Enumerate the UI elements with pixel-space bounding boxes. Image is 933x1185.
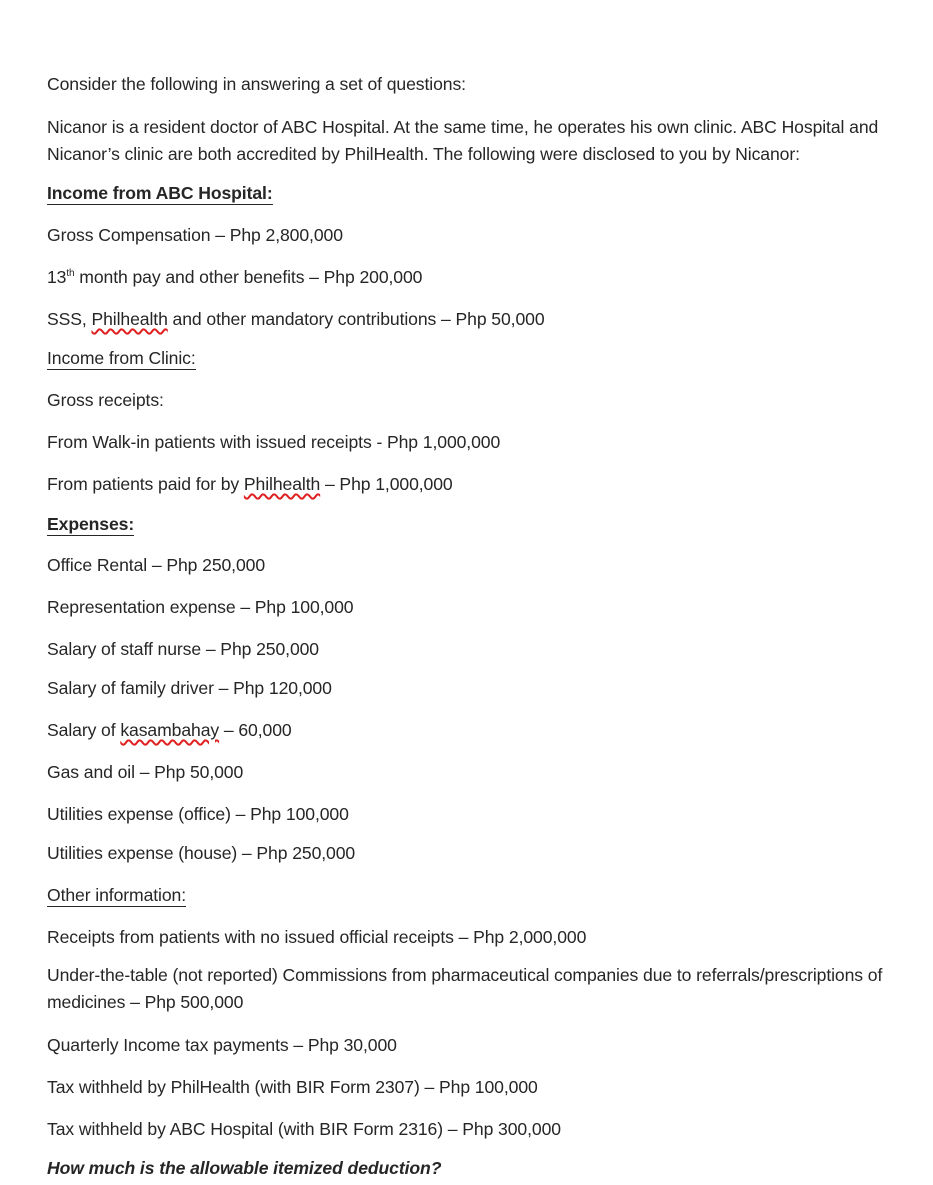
kasambahay-suffix: – 60,000	[219, 720, 292, 740]
expenses-heading	[47, 513, 134, 535]
family-driver-salary: Salary of family driver – Php 120,000	[47, 678, 332, 698]
walk-in-receipts: From Walk-in patients with issued receipts - Php 1,000,000	[47, 432, 501, 452]
sss-suffix: and other mandatory contributions – Php 50,000	[167, 309, 545, 329]
sss-prefix: SSS,	[47, 309, 92, 329]
question-text: How much is the allowable itemized deduction?	[47, 1158, 442, 1178]
kasambahay-salary	[47, 719, 292, 741]
spellcheck-kasambahay: kasambahay	[120, 720, 220, 740]
under-the-table-commissions: Under-the-table (not reported) Commissions from pharmaceutical companies due to referrals/prescriptions of medicines – Php 500,000	[47, 965, 883, 1012]
staff-nurse-salary: Salary of staff nurse – Php 250,000	[47, 639, 319, 659]
clinic-heading-text: Income from Clinic:	[47, 348, 196, 368]
other-heading	[47, 884, 186, 906]
mandatory-contributions	[47, 308, 545, 330]
other-heading-text: Other information:	[47, 885, 187, 905]
scenario-paragraph: Nicanor is a resident doctor of ABC Hospital. At the same time, he operates his own clinic. ABC Hospital and Nicanor’s clinic are both accredited by PhilHealth. The following were disclosed to you by Nicanor:	[47, 117, 879, 164]
spellcheck-philhealth-1: Philhealth	[91, 309, 168, 329]
office-rental: Office Rental – Php 250,000	[47, 555, 266, 575]
philhealth-suffix: – Php 1,000,000	[320, 474, 453, 494]
quarterly-income-tax: Quarterly Income tax payments – Php 30,000	[47, 1035, 397, 1055]
philhealth-receipts	[47, 473, 453, 495]
gross-compensation: Gross Compensation – Php 2,800,000	[47, 225, 343, 245]
utilities-house: Utilities expense (house) – Php 250,000	[47, 843, 356, 863]
hospital-heading	[47, 182, 273, 204]
thirteenth-rest: month pay and other benefits – Php 200,000	[74, 267, 423, 287]
spellcheck-philhealth-2: Philhealth	[243, 474, 321, 494]
philhealth-prefix: From patients paid for by	[47, 474, 244, 494]
hospital-heading-text: Income from ABC Hospital:	[47, 183, 273, 203]
kasambahay-prefix: Salary of	[47, 720, 121, 740]
intro-text: Consider the following in answering a set of questions:	[47, 74, 466, 94]
thirteenth-superscript: th	[66, 268, 75, 279]
thirteenth-number: 13	[47, 267, 67, 287]
gross-receipts: Gross receipts:	[47, 390, 164, 410]
tax-withheld-abc: Tax withheld by ABC Hospital (with BIR Form 2316) – Php 300,000	[47, 1119, 561, 1139]
expenses-heading-text: Expenses:	[47, 514, 135, 534]
clinic-heading	[47, 347, 196, 369]
thirteenth-month-pay	[47, 266, 422, 288]
representation-expense: Representation expense – Php 100,000	[47, 597, 354, 617]
utilities-office: Utilities expense (office) – Php 100,000	[47, 804, 349, 824]
tax-withheld-philhealth: Tax withheld by PhilHealth (with BIR Form 2307) – Php 100,000	[47, 1077, 538, 1097]
receipts-no-official: Receipts from patients with no issued official receipts – Php 2,000,000	[47, 927, 587, 947]
gas-and-oil: Gas and oil – Php 50,000	[47, 762, 244, 782]
